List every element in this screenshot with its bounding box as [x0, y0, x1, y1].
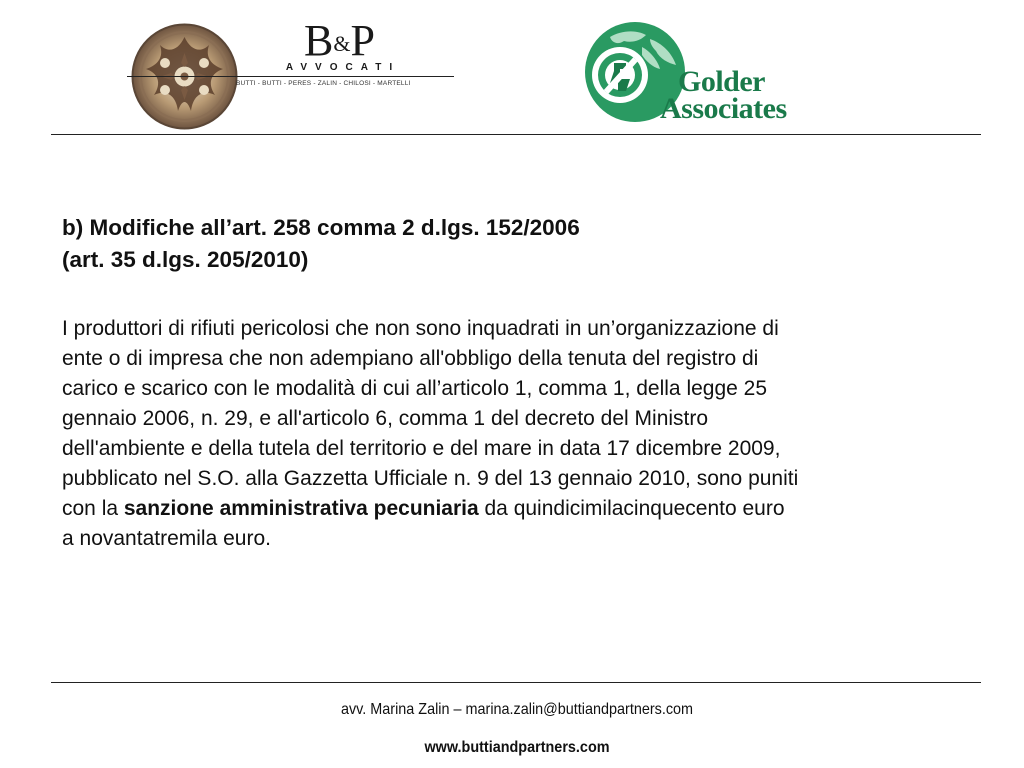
paragraph-line-1: I produttori di rifiuti pericolosi che non sono inquadrati in un’organizzazione di [62, 317, 779, 340]
paragraph-line-5: dell'ambiente e della tutela del territorio e del mare in data 17 dicembre 2009, [62, 437, 781, 460]
paragraph-line-7-before: con la [62, 497, 124, 520]
heading-line-1: b) Modifiche all’art. 258 comma 2 d.lgs. 152/2006 [62, 215, 580, 240]
bp-mark-amp: & [333, 31, 350, 56]
bp-partners-list: BUTTI - BUTTI - PERES - ZALIN - CHILOSI - MARTELLI [236, 80, 411, 87]
paragraph-line-6: pubblicato nel S.O. alla Gazzetta Ufficiale n. 9 del 13 gennaio 2010, sono puniti [62, 467, 799, 490]
paragraph-line-8: a novantatremila euro. [62, 527, 271, 550]
footer-website-link[interactable]: www.buttiandpartners.com [424, 739, 610, 756]
footer-author: avv. Marina Zalin – marina.zalin@buttiandpartners.com [340, 701, 694, 718]
bp-left-rule [127, 76, 234, 77]
bp-subtitle: AVVOCATI [285, 62, 401, 73]
bp-mark-b: B [304, 16, 333, 65]
bp-logo [232, 18, 454, 98]
bp-mark-p: P [350, 16, 374, 65]
header-divider [51, 134, 981, 135]
golder-logo [580, 17, 820, 127]
body-paragraph [62, 314, 972, 554]
section-heading [62, 212, 962, 276]
paragraph-line-7-after: da quindicimilacinquecento euro [478, 497, 785, 520]
paragraph-line-2: ente o di impresa che non adempiano all'obbligo della tenuta del registro di [62, 347, 759, 370]
golder-word-1: Golder [678, 65, 765, 98]
footer-divider [51, 682, 981, 683]
paragraph-line-7 [62, 494, 972, 524]
paragraph-line-3: carico e scarico con le modalità di cui all’articolo 1, comma 1, della legge 25 [62, 377, 768, 400]
bp-monogram [304, 18, 374, 67]
heading-line-2: (art. 35 d.lgs. 205/2010) [62, 247, 309, 272]
paragraph-line-4: gennaio 2006, n. 29, e all'articolo 6, comma 1 del decreto del Ministro [62, 407, 709, 430]
golder-word-2: Associates [660, 92, 787, 125]
bp-rule [232, 76, 454, 77]
sanction-emphasis: sanzione amministrativa pecuniaria [123, 497, 479, 520]
